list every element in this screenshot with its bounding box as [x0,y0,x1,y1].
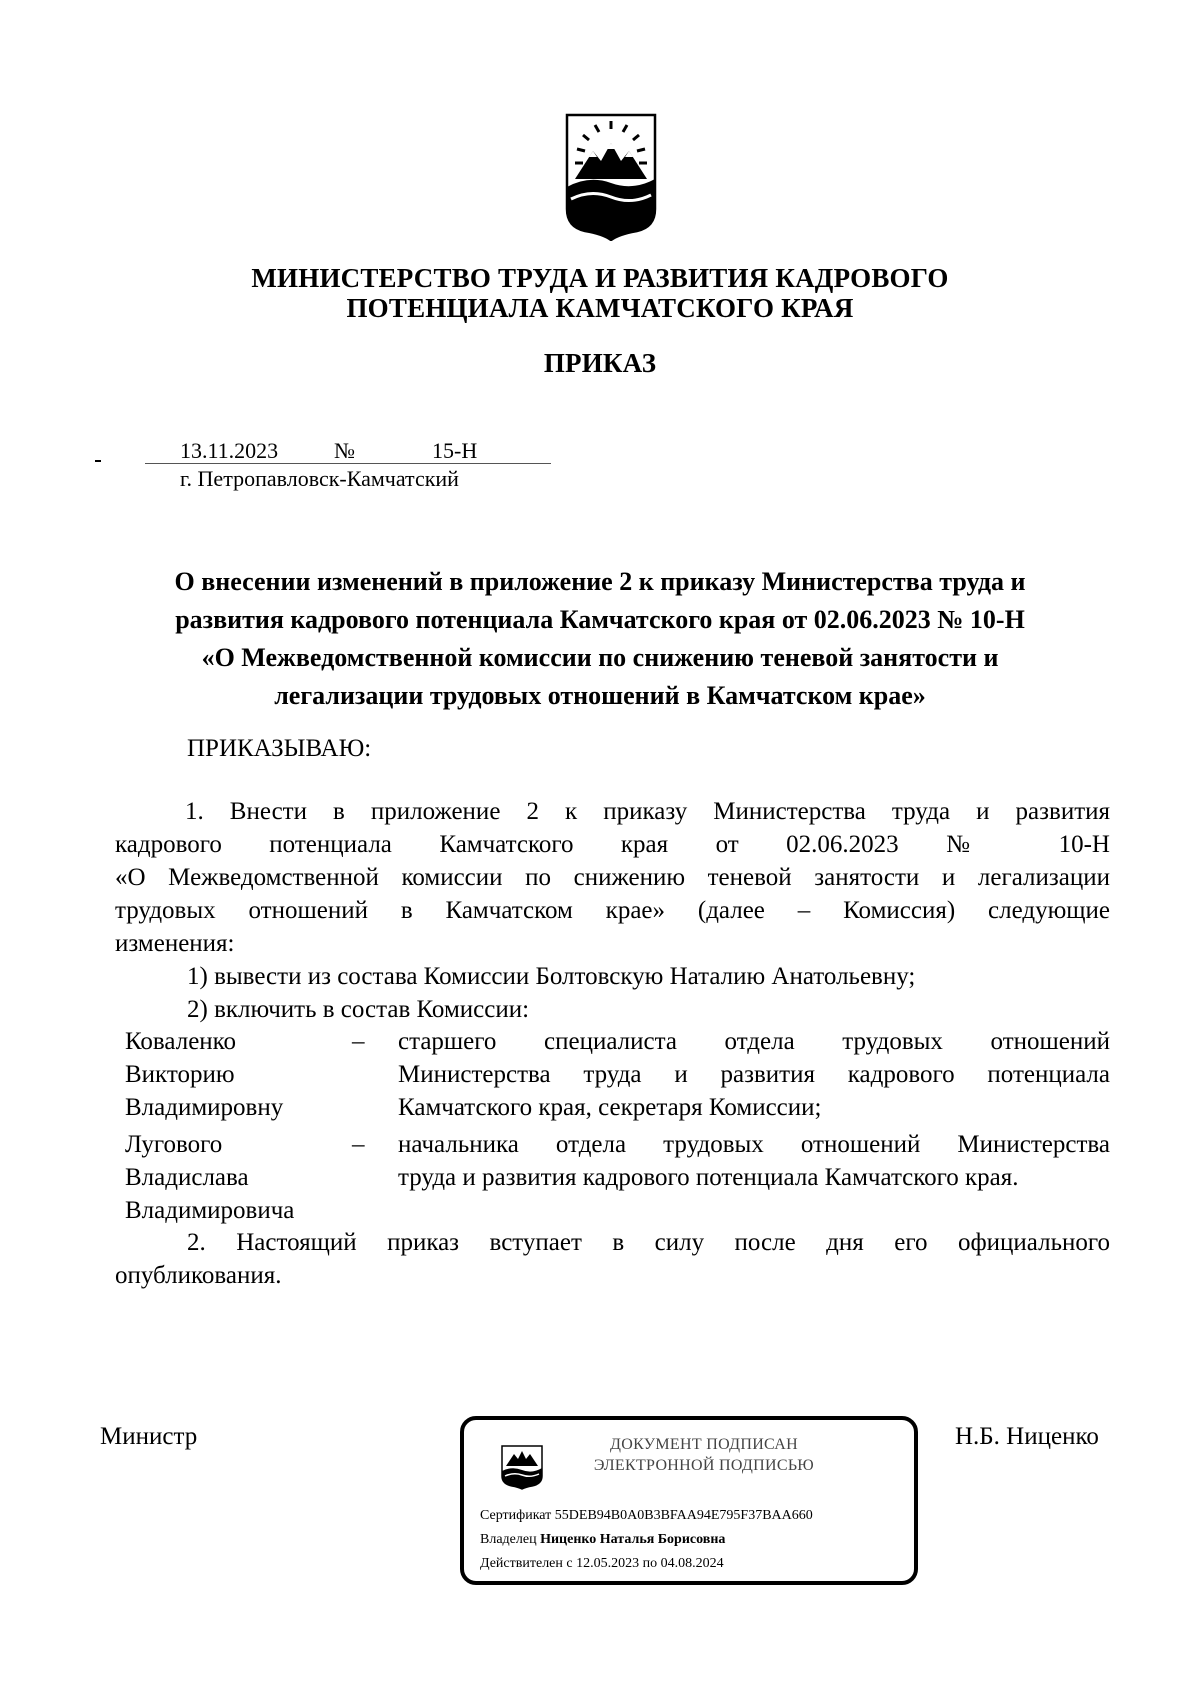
valid-to-label: по [642,1556,658,1571]
title-line-3: «О Межведомственной комиссии по снижению теневой занятости и [201,643,999,672]
order-number: 15-Н [432,438,478,463]
paragraph-1-line-1: 1. Внести в приложение 2 к приказу Министерства труда и развития [185,798,1110,825]
signatory-name: Н.Б. Ниценко [955,1423,1099,1450]
title-line-4: легализации трудовых отношений в Камчатском крае» [274,681,926,710]
member-2-surname: Лугового [125,1131,223,1158]
member-2-first-name: Владислава [125,1164,249,1191]
stamp-title-line-1: ДОКУМЕНТ ПОДПИСАН [610,1436,798,1453]
certificate-number: 55DEB94B0A0B3BFAA94E795F37BAA660 [554,1508,813,1523]
ministry-name-line-1: МИНИСТЕРСТВО ТРУДА И РАЗВИТИЯ КАДРОВОГО [251,263,949,293]
paragraph-2-line-1: 2. Настоящий приказ вступает в силу после дня его официального [187,1229,1110,1256]
member-2-dash: – [352,1131,365,1158]
order-word: ПРИКАЗЫВАЮ: [187,735,372,762]
margin-mark [95,460,101,462]
valid-to-date: 04.08.2024 [660,1556,724,1571]
paragraph-1-line-3: «О Межведомственной комиссии по снижению теневой занятости и легализации [115,864,1110,891]
member-1-position-line-2: Министерства труда и развития кадрового потенциала [398,1061,1110,1088]
stamp-title-line-2: ЭЛЕКТРОННОЙ ПОДПИСЬЮ [593,1457,815,1474]
number-sign: № [334,438,355,463]
paragraph-2-line-2: опубликования. [115,1262,282,1289]
city: г. Петропавловск-Камчатский [180,466,459,491]
owner-name: Ниценко Наталья Борисовна [540,1532,726,1547]
member-1-surname: Коваленко [125,1028,237,1055]
member-1-position-line-1: старшего специалиста отдела трудовых отношений [398,1028,1110,1055]
list-item-2: 2) включить в состав Комиссии: [187,996,530,1023]
owner-label: Владелец [480,1532,537,1547]
member-1-first-name: Викторию [125,1061,235,1088]
signatory-position: Министр [100,1423,198,1450]
list-item-1: 1) вывести из состава Комиссии Болтовскую Наталию Анатольевну; [187,963,916,990]
member-1-dash: – [352,1028,365,1055]
valid-from-date: 12.05.2023 [576,1556,640,1571]
member-2-position-line-1: начальника отдела трудовых отношений Министерства [398,1131,1110,1158]
stamp-emblem-icon [500,1444,544,1490]
date-underline [145,463,551,464]
certificate-label: Сертификат [480,1508,552,1523]
coat-of-arms-emblem [565,113,657,241]
ministry-name-line-2: ПОТЕНЦИАЛА КАМЧАТСКОГО КРАЯ [346,293,854,323]
electronic-signature-stamp [460,1416,918,1585]
member-1-position-line-3: Камчатского края, секретаря Комиссии; [398,1094,822,1121]
paragraph-1-line-4: трудовых отношений в Камчатском крае» (далее – Комиссия) следующие [115,897,1110,924]
paragraph-1-line-5: изменения: [115,930,235,957]
document-type: ПРИКАЗ [543,348,657,378]
title-line-2: развития кадрового потенциала Камчатского края от 02.06.2023 № 10-Н [175,605,1025,634]
member-1-patronymic: Владимировну [125,1094,284,1121]
order-date: 13.11.2023 [180,438,279,463]
title-line-1: О внесении изменений в приложение 2 к приказу Министерства труда и [174,567,1026,596]
paragraph-1-line-2: кадрового потенциала Камчатского края от 02.06.2023 № 10-Н [115,831,1110,858]
member-2-position-line-2: труда и развития кадрового потенциала Камчатского края. [398,1164,1019,1191]
valid-from-label: Действителен с [480,1556,573,1571]
member-2-patronymic: Владимировича [125,1197,295,1224]
